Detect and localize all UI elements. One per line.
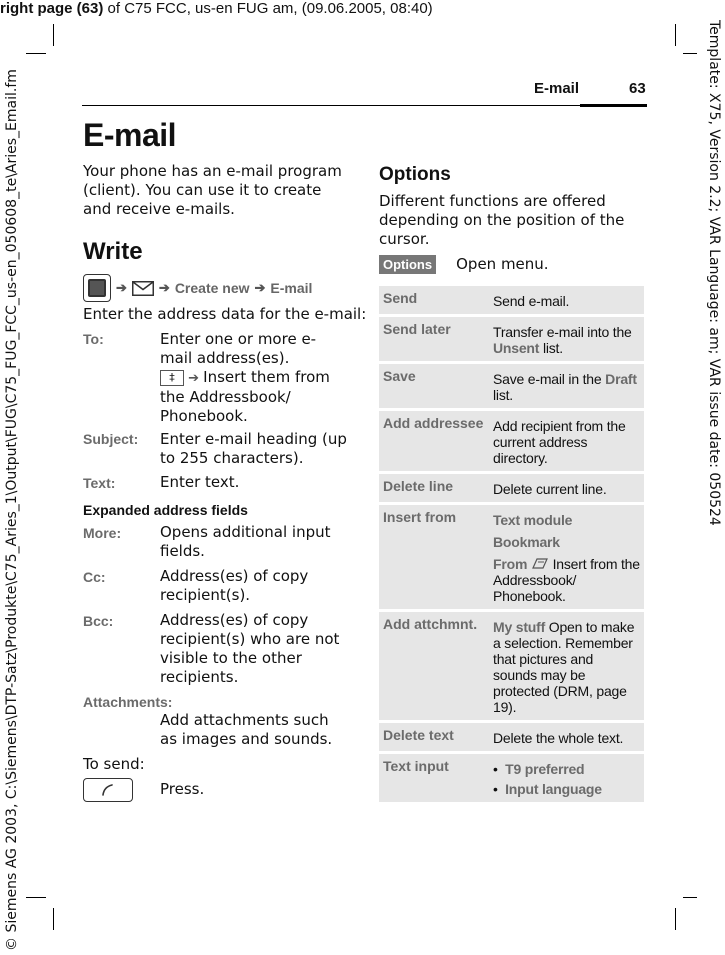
option-add-addressee: Add addressee [379,411,489,471]
crop-mark [675,908,676,930]
to-send-label: To send: [83,755,145,773]
addressbook-key-icon: ‡ [160,370,184,386]
options-softkey-text: Open menu. [456,255,549,273]
bcc-description: Address(es) of copy recipient(s) who are not visible to the other recipients. [160,611,340,686]
subject-label: Subject: [83,431,139,447]
option-delete-line-desc: Delete current line. [489,474,644,502]
crop-mark [26,897,46,898]
option-send-later: Send later [379,317,489,361]
header-rule [82,105,647,106]
options-softkey-row [379,255,549,274]
options-intro: Different functions are offered depending on the position of the cursor. [379,192,625,248]
to-text: Enter one or more e-mail address(es). [160,330,317,367]
table-row [379,286,644,314]
addressbook-icon [531,557,549,570]
write-instruction: Enter the address data for the e-mail: [83,305,367,323]
insert-text-module: Text module [493,512,573,528]
table-row [379,505,644,609]
option-delete-text-desc: Delete the whole text. [489,723,644,751]
arrow-right-icon: ➔ [116,280,127,295]
header-rule-accent [580,104,647,107]
to-insert-line [160,368,338,426]
print-metadata-line [0,0,433,17]
attachments-description: Add attachments such as images and sounds. [160,711,333,748]
cc-label: Cc: [83,569,106,585]
arrow-right-icon: ➔ [254,280,266,295]
to-insert-text: Insert them from the Addressbook/ Phonebook. [160,368,330,425]
insert-from-addressbook: From Insert from the Addressbook/ Phonebook. [493,556,640,604]
table-row [379,317,644,361]
option-save: Save [379,364,489,408]
option-save-desc: Save e-mail in the Draft list. [489,364,644,408]
intro-paragraph: Your phone has an e-mail program (client). You can use it to create and receive e-mails. [83,162,342,218]
text-label: Text: [83,475,116,491]
option-insert-from: Insert from [379,505,489,609]
more-description: Opens additional input fields. [160,523,331,560]
crop-mark [683,53,697,54]
crop-mark [683,897,697,898]
option-delete-text: Delete text [379,723,489,751]
table-row [379,411,644,471]
list-item: • Input language [493,781,602,797]
options-table [379,283,644,805]
bcc-label: Bcc: [83,613,114,629]
copyright-path-vertical: © Siemens AG 2003, C:\Siemens\DTP-Satz\Produkte\C75_Aries_1\Output\FUG\C75_FUG_FCC_us-en_050608_te\Aries_Email.fm [4,69,20,951]
to-label: To: [83,331,104,347]
my-stuff-name: My stuff [493,619,546,635]
to-description [160,330,338,426]
text-description: Enter text. [160,473,240,491]
nav-email: E-mail [270,280,313,296]
crop-mark [53,908,54,930]
cc-description: Address(es) of copy recipient(s). [160,567,309,604]
option-text-input-desc [489,754,644,802]
option-insert-from-desc [489,505,644,609]
arrow-right-icon: ➔ [184,371,204,386]
unsent-list-name: Unsent [493,340,540,356]
template-info-vertical: Template: X75, Version 2.2; VAR Language: am; VAR issue date: 050524 [706,20,722,526]
page-number: 63 [629,80,646,97]
press-text: Press. [160,780,205,798]
options-heading: Options [379,164,451,185]
list-item: • T9 preferred [493,761,585,777]
more-label: More: [83,525,122,541]
options-softkey: Options [379,255,436,274]
page-title: E-mail [83,117,177,153]
table-row [379,364,644,408]
crop-mark [26,53,46,54]
draft-list-name: Draft [605,371,637,387]
table-row [379,723,644,751]
print-metadata-bold: right page (63) [0,0,104,17]
option-send: Send [379,286,489,314]
crop-mark [53,24,54,46]
expanded-fields-heading: Expanded address fields [83,502,248,518]
call-key-icon [83,778,133,806]
option-add-attachment-desc: My stuff Open to make a selection. Remember that pictures and sounds may be protected (DRM, page 19). [489,612,644,720]
option-add-addressee-desc: Add recipient from the current address directory. [489,411,644,471]
subject-description: Enter e-mail heading (up to 255 characters). [160,430,347,467]
option-text-input: Text input [379,754,489,802]
option-send-desc: Send e-mail. [489,286,644,314]
table-row [379,612,644,720]
table-row [379,754,644,802]
option-delete-line: Delete line [379,474,489,502]
menu-key-icon [83,274,111,302]
envelope-icon [132,281,154,296]
running-header-title: E-mail [534,80,580,97]
crop-mark [675,24,676,46]
insert-bookmark: Bookmark [493,534,560,550]
arrow-right-icon: ➔ [158,280,170,295]
print-metadata-rest: of C75 FCC, us-en FUG am, (09.06.2005, 08:40) [103,0,433,17]
nav-create-new: Create new [174,280,250,296]
option-send-later-desc: Transfer e-mail into the Unsent list. [489,317,644,361]
table-row [379,474,644,502]
write-heading: Write [83,238,143,265]
attachments-label: Attachments: [83,694,173,710]
option-add-attachment: Add attchmnt. [379,612,489,720]
write-navigation-path [83,274,312,302]
